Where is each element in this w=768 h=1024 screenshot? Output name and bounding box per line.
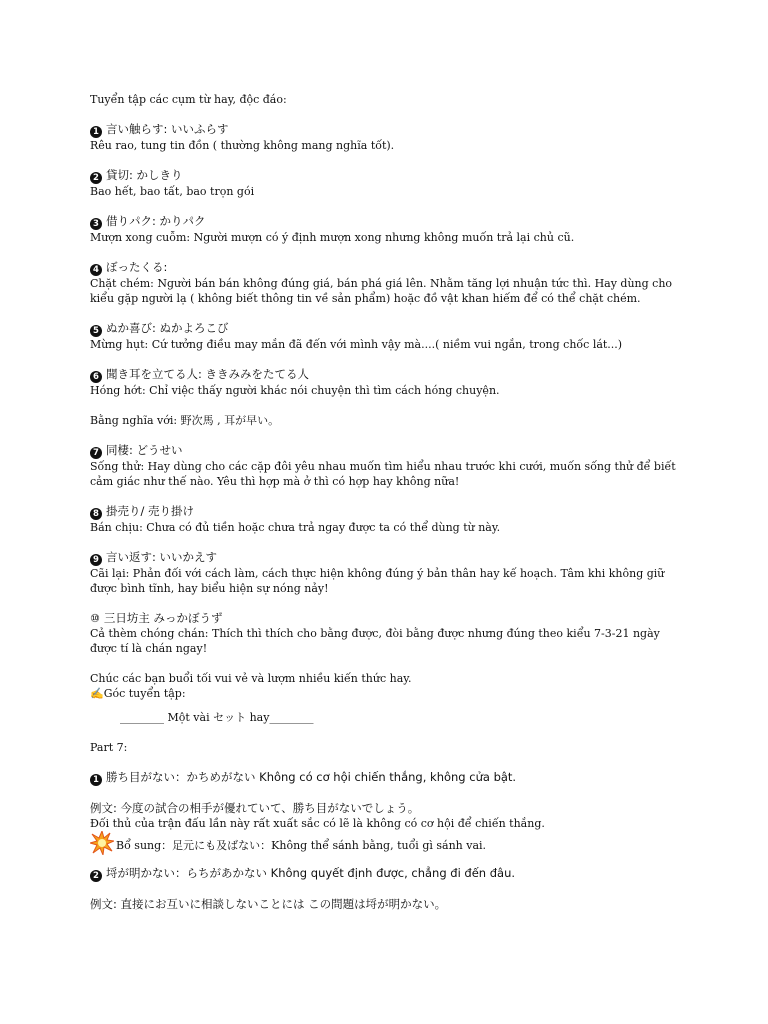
entry-3 <box>90 214 680 245</box>
number-badge: 8 <box>90 508 102 520</box>
entry-title: ぼったくる: <box>106 260 168 274</box>
corner-text: ✍Góc tuyển tập: <box>90 687 186 700</box>
example-jp-2: 例文: 直接にお互いに相談しないことには この問題は埒が明かない。 <box>90 897 447 911</box>
number-badge: 3 <box>90 218 102 230</box>
entry-6 <box>90 367 680 398</box>
entry-8 <box>90 504 680 535</box>
entry-title: 三日坊主 みっかぼうず <box>103 611 223 625</box>
number-badge: 6 <box>90 371 102 383</box>
section-title: ________ Một vài セット hay________ <box>120 711 314 724</box>
supplement-text: Bổ sung：足元にも及ばない：Không thể sánh bằng, tuổi gì sánh vai. <box>116 839 487 852</box>
entry-10 <box>90 611 680 656</box>
entry-body: Bao hết, bao tất, bao trọn gói <box>90 185 255 198</box>
number-badge: 4 <box>90 264 102 276</box>
entry-title: ぬか喜び: ぬかよろこび <box>106 321 229 335</box>
intro-text: Tuyển tập các cụm từ hay, độc đáo: <box>90 93 287 106</box>
number-badge: 2 <box>90 172 102 184</box>
entry-body: Rêu rao, tung tin đồn ( thường không mang nghĩa tốt). <box>90 139 395 152</box>
equivalent-text: Bằng nghĩa với: 野次馬 , 耳が早い。 <box>90 414 280 427</box>
part-heading: Part 7: <box>90 741 128 754</box>
entry-body: Chặt chém: Người bán bán không đúng giá, bán phá giá lên. Nhằm tăng lợi nhuận tức thì. Hay dùng cho kiểu gặp người lạ ( không biết thông tin về sản phẩm) hoặc đồ vật khan hiếm để có thể chặt chém. <box>90 277 673 305</box>
number-badge: 5 <box>90 325 102 337</box>
entry-body: Cả thèm chóng chán: Thích thì thích cho bằng được, đòi bằng được nhưng đúng theo kiểu 7-3-21 ngày được tí là chán ngay! <box>90 627 660 655</box>
number-badge: 7 <box>90 447 102 459</box>
entry-body: Bán chịu: Chưa có đủ tiền hoặc chưa trả ngay được ta có thể dùng từ này. <box>90 521 501 534</box>
entry-2 <box>90 168 680 199</box>
entry-body: Mừng hụt: Cứ tưởng điều may mắn đã đến với mình vậy mà....( niềm vui ngắn, trong chốc lát...) <box>90 338 623 351</box>
part7-item-2 <box>90 866 680 882</box>
number-badge: 1 <box>90 126 102 138</box>
item-text: 埒が明かない：らちがあかない Không quyết định được, chẳng đi đến đâu. <box>106 866 516 880</box>
entry-5 <box>90 321 680 352</box>
entry-title: 借りパク: かりパク <box>106 214 206 228</box>
entry-7 <box>90 443 680 489</box>
supplement-line <box>90 831 680 857</box>
example-vi: Đối thủ của trận đấu lần này rất xuất sắc có lẽ là không có cơ hội để chiến thắng. <box>90 817 545 830</box>
number-badge: ⑩ <box>90 612 100 625</box>
entry-title: 掛売り/ 売り掛け <box>106 504 195 518</box>
entry-body: Hóng hớt: Chỉ việc thấy người khác nói chuyện thì tìm cách hóng chuyện. <box>90 384 500 397</box>
example-jp: 例文: 今度の試合の相手が優れていて、勝ち目がないでしょう。 <box>90 801 420 815</box>
number-badge: 2 <box>90 870 102 882</box>
number-badge: 9 <box>90 554 102 566</box>
entry-body: Sống thử: Hay dùng cho các cặp đôi yêu nhau muốn tìm hiểu nhau trước khi cưới, muốn sống thử để biết cảm giác như thế nào. Yêu thì hợp mà ở thì có hợp hay không nữa! <box>90 460 676 488</box>
entry-title: 言い返す: いいかえす <box>106 550 218 564</box>
part7-item-1 <box>90 770 680 786</box>
entry-body: Mượn xong cuỗm: Người mượn có ý định mượn xong nhưng không muốn trả lại chủ cũ. <box>90 231 575 244</box>
entry-title: 聞き耳を立てる人: ききみみをたてる人 <box>106 367 310 381</box>
item-text: 勝ち目がない：かちめがない Không có cơ hội chiến thắng, không cửa bật. <box>106 770 517 784</box>
entry-title: 貸切: かしきり <box>106 168 183 182</box>
closing-text: Chúc các bạn buổi tối vui vẻ và lượm nhiều kiến thức hay. <box>90 672 412 685</box>
entry-1 <box>90 122 680 153</box>
entry-title: 同棲: どうせい <box>106 443 183 457</box>
explosion-icon <box>90 831 114 857</box>
number-badge: 1 <box>90 774 102 786</box>
entry-title: 言い触らす: いいふらす <box>106 122 229 136</box>
entry-9 <box>90 550 680 596</box>
entry-body: Cãi lại: Phản đối với cách làm, cách thực hiện không đúng ý bản thân hay kế hoạch. Tâm khi không giữ được bình tĩnh, hay biểu hiện sự nóng nảy! <box>90 567 665 595</box>
entry-4 <box>90 260 680 306</box>
